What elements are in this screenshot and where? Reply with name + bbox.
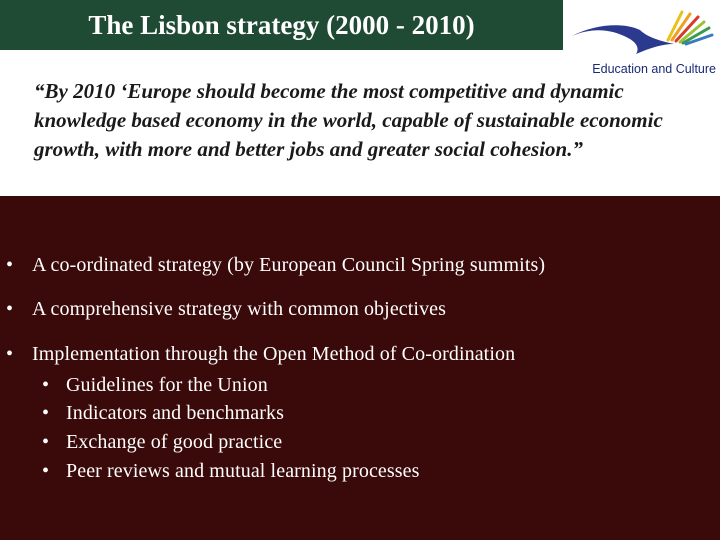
sub-bullet-item xyxy=(42,460,420,483)
logo-caption: Education and Culture xyxy=(592,62,716,76)
sub-bullet-text: Guidelines for the Union xyxy=(66,374,268,396)
sub-bullet-text: Exchange of good practice xyxy=(66,431,283,453)
bird-logo-icon xyxy=(570,4,716,60)
bullet-item xyxy=(6,343,515,366)
bullet-text: A co-ordinated strategy (by European Council Spring summits) xyxy=(32,254,546,276)
sub-bullet-item xyxy=(42,374,268,397)
slide-title-bar xyxy=(0,0,563,50)
bullet-marker: • xyxy=(42,374,50,396)
bullet-item xyxy=(6,298,446,321)
bullet-text: Implementation through the Open Method of Co-ordination xyxy=(32,343,516,365)
content-panel xyxy=(0,196,720,540)
sub-bullet-item xyxy=(42,431,282,454)
bullet-marker: • xyxy=(6,254,14,276)
education-and-culture-logo xyxy=(570,4,716,80)
lisbon-quote: “By 2010 ‘Europe should become the most competitive and dynamic knowledge based economy in the world, capable of sustainable economic growth, with more and better jobs and greater social cohesion.” xyxy=(34,79,663,161)
bullet-marker: • xyxy=(42,460,50,482)
bullet-item xyxy=(6,254,545,277)
slide-title: The Lisbon strategy (2000 - 2010) xyxy=(88,9,475,40)
bullet-text: A comprehensive strategy with common objectives xyxy=(32,298,447,320)
bullet-marker: • xyxy=(6,343,14,365)
sub-bullet-item xyxy=(42,402,284,425)
sub-bullet-text: Peer reviews and mutual learning processes xyxy=(66,460,420,482)
bullet-marker: • xyxy=(6,298,14,320)
bullet-marker: • xyxy=(42,431,50,453)
bullet-marker: • xyxy=(42,402,50,424)
sub-bullet-text: Indicators and benchmarks xyxy=(66,402,284,424)
